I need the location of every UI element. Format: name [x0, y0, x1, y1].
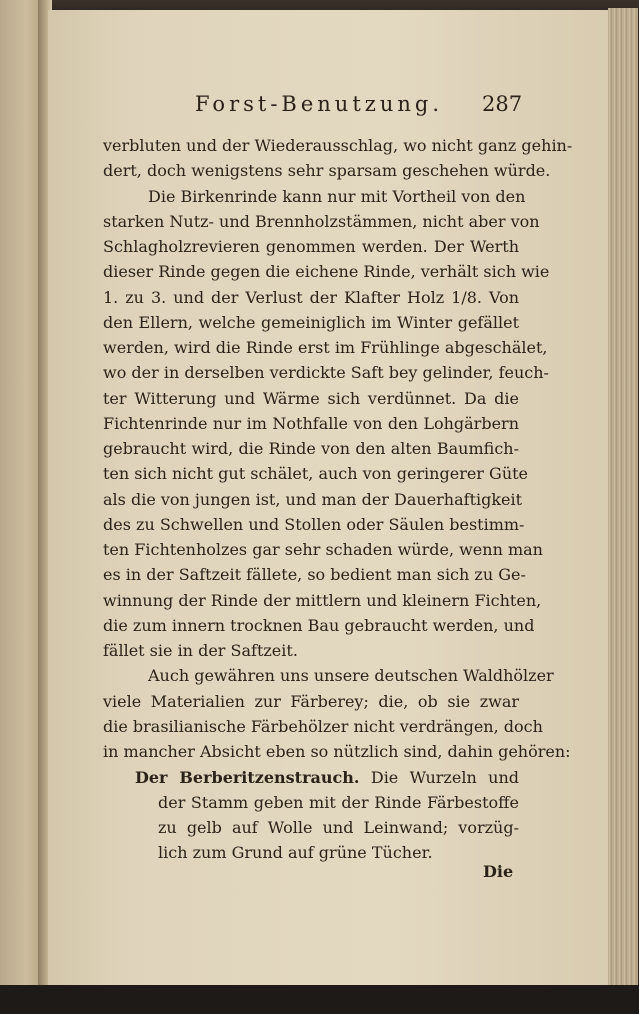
entry-line: der Stamm geben mit der Rinde Färbestoffe [158, 793, 519, 812]
text-line: die zum innern trocknen Bau gebraucht werden, und [103, 616, 535, 635]
page-header [0, 92, 639, 122]
text-line: dert, doch wenigstens sehr sparsam geschehen würde. [103, 161, 551, 180]
page-number: 287 [482, 92, 523, 116]
text-line: dieser Rinde gegen die eichene Rinde, verhält sich wie [103, 262, 550, 281]
text-line: fället sie in der Saftzeit. [103, 641, 298, 660]
text-line: verbluten und der Wiederausschlag, wo nicht ganz gehin- [103, 136, 573, 155]
entry-text: Die Wurzeln und [370, 768, 519, 787]
text-line: ter Witterung und Wärme sich verdünnet. Da die [103, 389, 519, 408]
text-line: werden, wird die Rinde erst im Frühlinge abgeschälet, [103, 338, 548, 357]
entry-line: lich zum Grund auf grüne Tücher. [158, 843, 433, 862]
text-line: starken Nutz- und Brennholzstämmen, nicht aber von [103, 212, 540, 231]
text-line: es in der Saftzeit fällete, so bedient man sich zu Ge- [103, 565, 526, 584]
text-line: viele Materialien zur Färberey; die, ob sie zwar [103, 692, 519, 711]
text-line: Die Birkenrinde kann nur mit Vortheil von den [148, 187, 526, 206]
entry-line [135, 766, 519, 790]
text-line: ten Fichtenholzes gar sehr schaden würde, wenn man [103, 540, 543, 559]
entry-line: zu gelb auf Wolle und Leinwand; vorzüg- [158, 818, 519, 837]
text-line: winnung der Rinde der mittlern und kleinern Fichten, [103, 591, 542, 610]
background-bottom [0, 985, 639, 1014]
text-line: des zu Schwellen und Stollen oder Säulen bestimm- [103, 515, 525, 534]
text-line: als die von jungen ist, und man der Dauerhaftigkeit [103, 490, 523, 509]
text-line: 1. zu 3. und der Verlust der Klafter Holz 1/8. Von [103, 288, 519, 307]
text-line: Fichtenrinde nur im Nothfalle von den Lohgärbern [103, 414, 519, 433]
text-line: gebraucht wird, die Rinde von den alten Baumfich- [103, 439, 519, 458]
entry-term: Der Berberitzenstrauch. [135, 768, 360, 787]
page-stack-edge [608, 8, 638, 993]
text-line: ten sich nicht gut schälet, auch von geringerer Güte [103, 464, 529, 483]
text-line: Schlagholzrevieren genommen werden. Der Werth [103, 237, 519, 256]
text-line: wo der in derselben verdickte Saft bey gelinder, feuch- [103, 363, 549, 382]
text-line: die brasilianische Färbehölzer nicht verdrängen, doch [103, 717, 543, 736]
text-line: den Ellern, welche gemeiniglich im Winter gefället [103, 313, 519, 332]
catchword: Die [483, 862, 514, 881]
running-title: Forst-Benutzung. [195, 92, 443, 116]
text-line: in mancher Absicht eben so nützlich sind, dahin gehören: [103, 742, 571, 761]
text-line: Auch gewähren uns unsere deutschen Waldhölzer [148, 666, 554, 685]
